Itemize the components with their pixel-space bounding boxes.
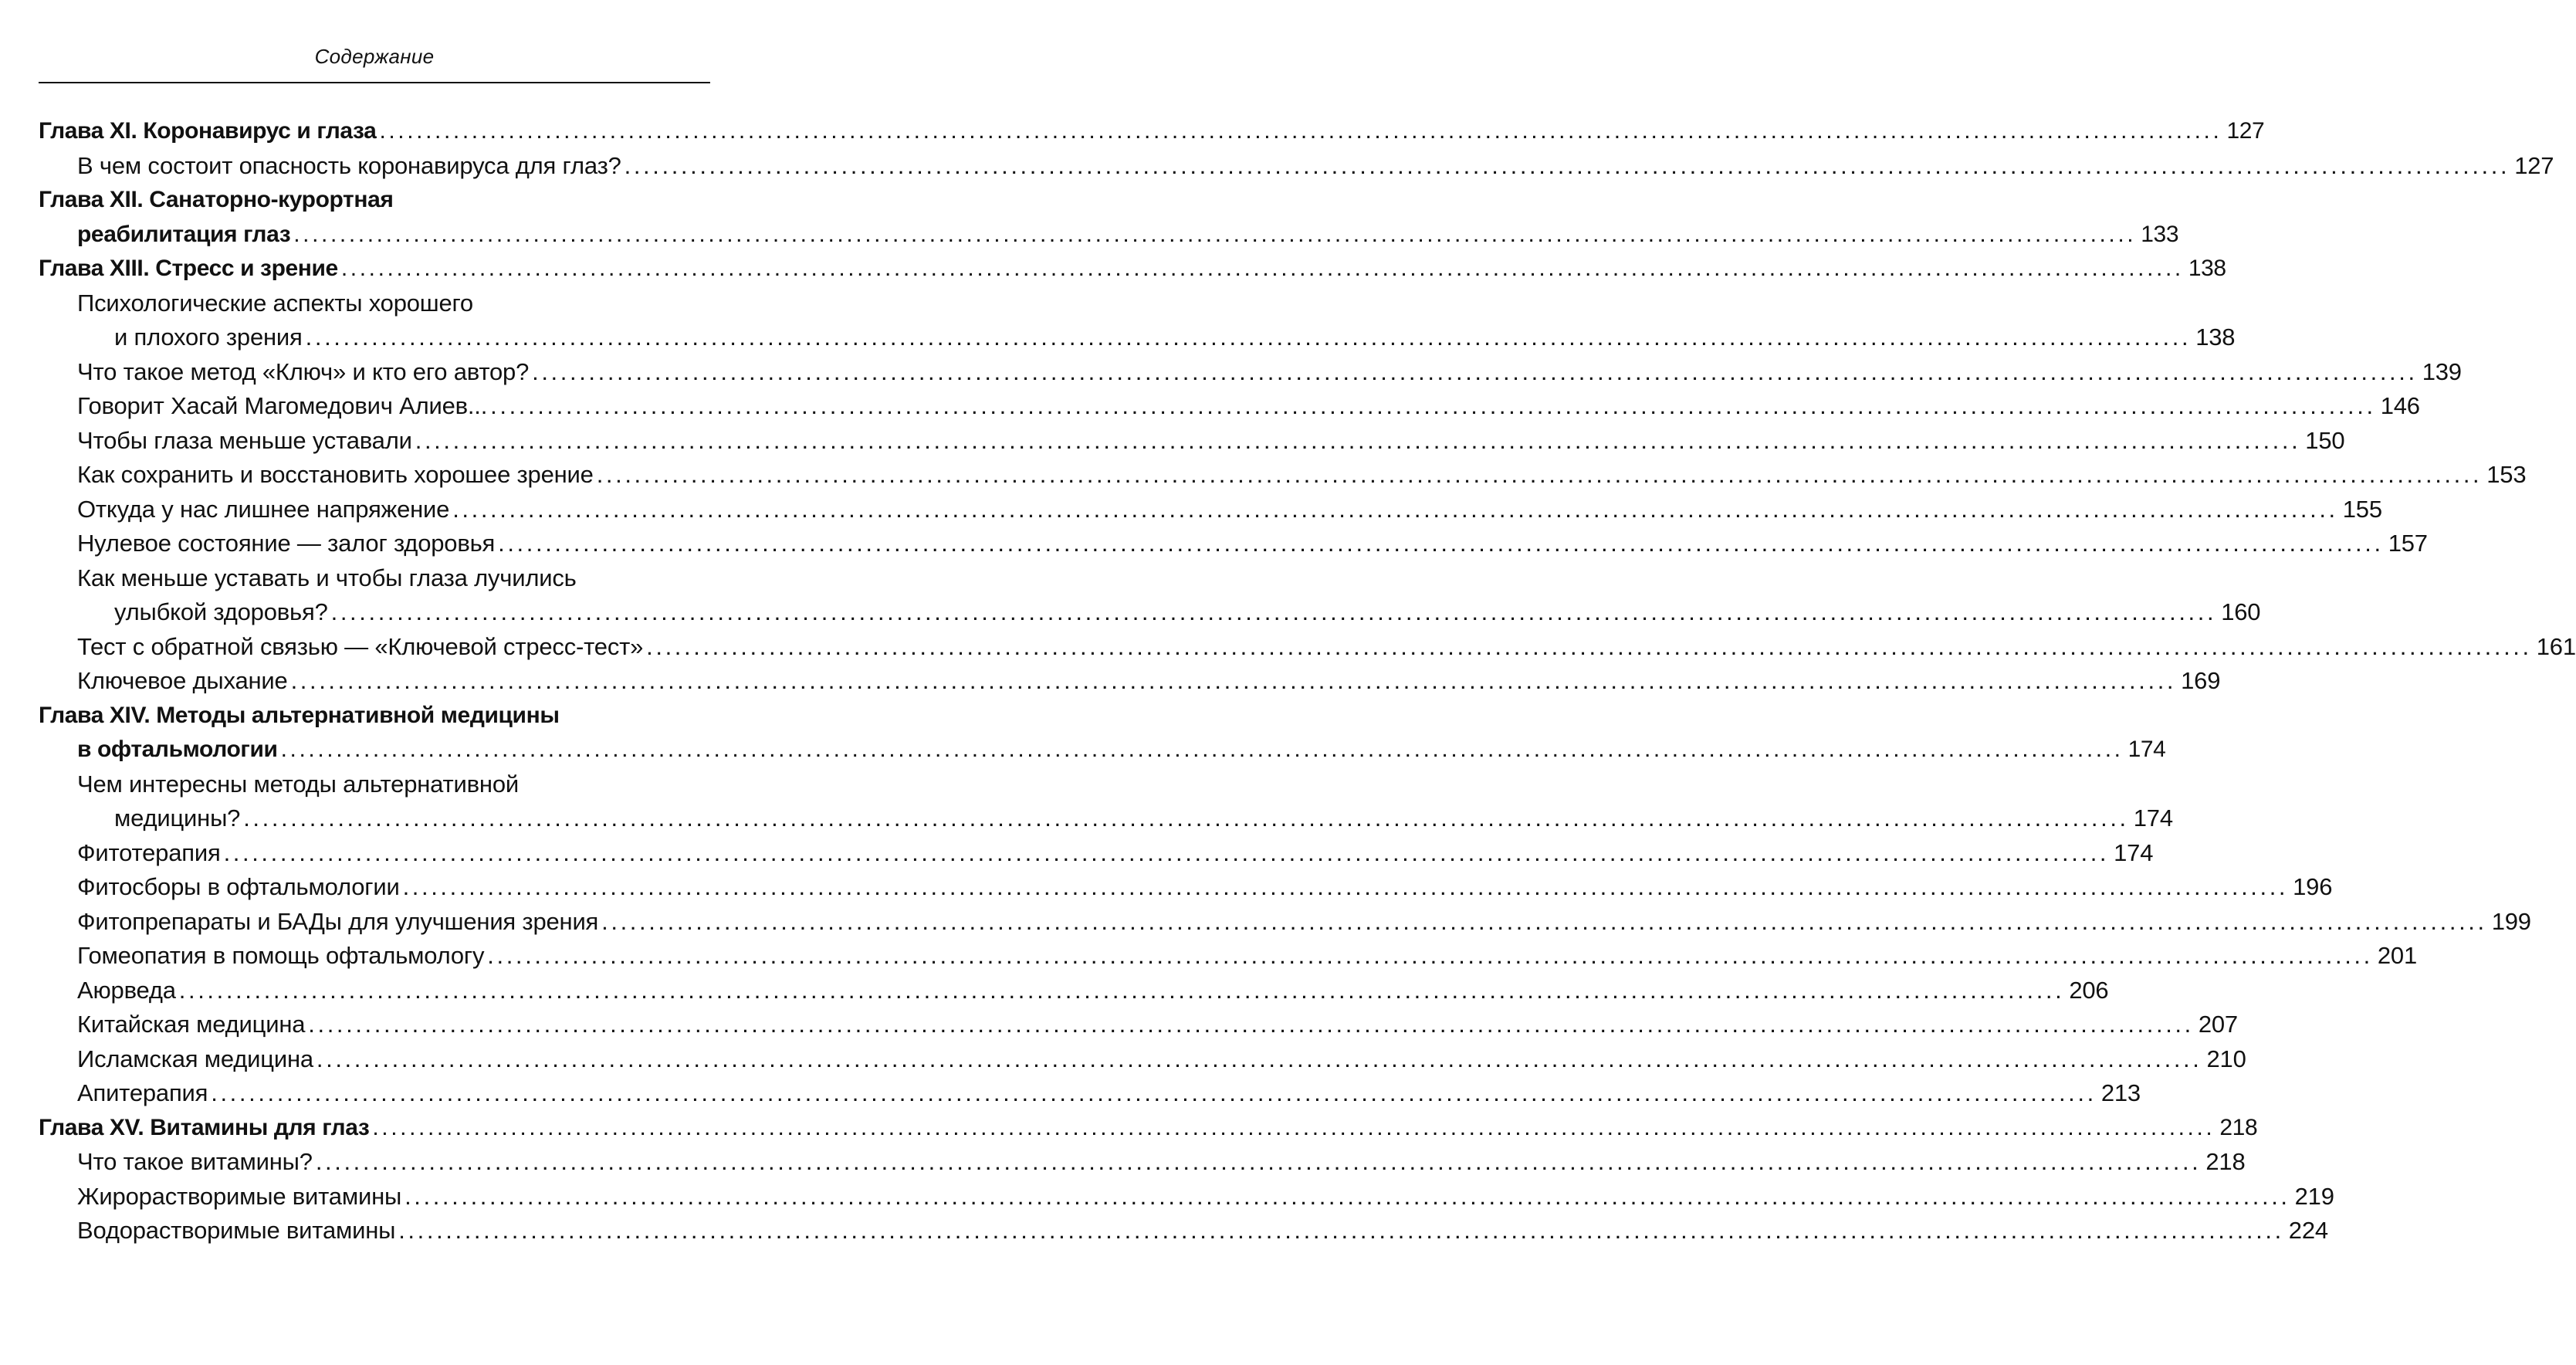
dot-leader: ........................................................................................................................................................................................................: [415, 426, 2301, 454]
toc-entry-title: Апитерапия: [77, 1079, 208, 1106]
toc-page-number: 206: [2069, 976, 2109, 1004]
toc-entry: [114, 595, 2261, 630]
toc-entry: [77, 389, 2420, 424]
toc-entry: [77, 458, 2527, 493]
toc-entry: [77, 630, 2576, 665]
toc-chapter-row: [0, 218, 2179, 252]
toc-section-row: [0, 1042, 2246, 1077]
toc-page-number: 155: [2342, 495, 2382, 523]
toc-section-row: [0, 493, 2382, 527]
toc-entry-title: Ключевое дыхание: [77, 667, 288, 694]
toc-page-number: 174: [2114, 838, 2154, 866]
toc-chapter-row: [0, 699, 772, 733]
toc-entry: [77, 836, 2154, 871]
toc-page-number: 169: [2181, 667, 2221, 694]
toc-page-number: 133: [2141, 221, 2179, 247]
toc-page-number: 138: [2195, 323, 2236, 351]
toc-entry-title: Фитопрепараты и БАДы для улучшения зрения: [77, 907, 599, 935]
toc-entry: [77, 1180, 2334, 1214]
toc-entry-title: Водорастворимые витамины: [77, 1217, 396, 1244]
toc-entry: [77, 355, 2462, 390]
toc-entry-title: Как сохранить и восстановить хорошее зрение: [77, 461, 594, 488]
dot-leader: ........................................................................................................................................................................................................: [305, 323, 2192, 351]
dot-leader: ........................................................................................................................................................................................................: [340, 256, 2184, 281]
toc-entry: [114, 320, 2236, 355]
dot-leader: ........................................................................................................................................................................................................: [315, 1148, 2202, 1175]
running-head: Содержание: [314, 45, 435, 68]
toc-page-number: 150: [2305, 426, 2345, 454]
toc-page-number: 213: [2100, 1079, 2141, 1106]
dot-leader: ........................................................................................................................................................................................................: [398, 1217, 2284, 1244]
toc-entry: [77, 1214, 2328, 1248]
toc-entry-title: Чем интересны методы альтернативной: [77, 770, 519, 798]
toc-entry-title: Исламская медицина: [77, 1045, 313, 1072]
toc-section-row: [0, 1214, 2328, 1248]
toc-page-number: 201: [2377, 942, 2417, 969]
toc-page-number: 153: [2486, 461, 2527, 488]
toc-page-number: 161: [2536, 632, 2576, 660]
toc-entry: [39, 252, 2226, 286]
toc-section-row: [0, 664, 2221, 699]
dot-leader: ........................................................................................................................................................................................................: [532, 357, 2418, 385]
toc-section-row: [0, 1180, 2334, 1214]
dot-leader: ........................................................................................................................................................................................................: [372, 1114, 2215, 1140]
toc-chapter-row: [0, 1111, 2258, 1146]
toc-entry-title: реабилитация глаз: [77, 221, 291, 247]
toc-section-row: [0, 458, 2527, 493]
toc-entry: [77, 218, 2179, 252]
toc-page-number: 207: [2198, 1011, 2238, 1038]
toc-section-row: [0, 355, 2462, 390]
toc-page-number: 196: [2293, 873, 2333, 900]
dot-leader: ........................................................................................................................................................................................................: [596, 461, 2483, 488]
toc-entry-title: Китайская медицина: [77, 1011, 306, 1038]
toc-entry: [77, 149, 2554, 184]
dot-leader: ........................................................................................................................................................................................................: [243, 804, 2129, 832]
dot-leader: ........................................................................................................................................................................................................: [316, 1045, 2202, 1072]
toc-section-row: [0, 836, 2154, 871]
toc-entry: [114, 801, 2173, 836]
dot-leader: ........................................................................................................................................................................................................: [624, 151, 2510, 179]
toc-entry-title: и плохого зрения: [114, 323, 303, 351]
toc-entry-title: Что такое витамины?: [77, 1148, 313, 1175]
dot-leader: ........................................................................................................................................................................................................: [379, 118, 2222, 144]
toc-page-number: 157: [2388, 530, 2428, 557]
toc-entry: [77, 870, 2333, 905]
toc-entry-title: Глава XI. Коронавирус и глаза: [39, 118, 377, 144]
toc-chapter-row: [0, 252, 2226, 286]
toc-page-number: 199: [2491, 907, 2531, 935]
toc-section-row: [0, 286, 772, 321]
toc-section-row: [0, 527, 2428, 561]
toc-entry: [77, 974, 2109, 1008]
toc-section-row: [0, 905, 2531, 940]
toc-page-number: 210: [2206, 1045, 2246, 1072]
dot-leader: ........................................................................................................................................................................................................: [211, 1079, 2097, 1106]
dot-leader: ........................................................................................................................................................................................................: [402, 873, 2289, 900]
toc-entry-title: медицины?: [114, 804, 241, 832]
toc-section-row: [0, 630, 2576, 665]
toc-entry-title: Как меньше уставать и чтобы глаза лучились: [77, 564, 577, 591]
toc-entry-title: В чем состоит опасность коронавируса для глаз?: [77, 151, 621, 179]
toc-entry-title: Аюрведа: [77, 976, 176, 1004]
header-rule: [39, 82, 710, 83]
toc-entry: [77, 424, 2345, 459]
toc-page-number: 127: [2514, 151, 2554, 179]
toc-entry-title: Гомеопатия в помощь офтальмологу: [77, 942, 485, 969]
toc-entry: [77, 1042, 2246, 1077]
toc-section-row: [0, 801, 2173, 836]
dot-leader: ........................................................................................................................................................................................................: [487, 942, 2373, 969]
toc-entry-title: Что такое метод «Ключ» и кто его автор?: [77, 357, 530, 385]
toc-section-row: [0, 1008, 2238, 1042]
toc-section-row: [0, 1145, 2246, 1180]
toc-chapter-row: [0, 114, 2265, 149]
toc-entry: [77, 1145, 2246, 1180]
toc-entry-title: Жирорастворимые витамины: [77, 1182, 402, 1210]
toc-page-number: 139: [2422, 357, 2462, 385]
toc-entry: [77, 939, 2417, 974]
dot-leader: ........................................................................................................................................................................................................: [490, 392, 2376, 419]
toc-page-number: 219: [2294, 1182, 2334, 1210]
toc-section-row: [0, 389, 2420, 424]
dot-leader: ........................................................................................................................................................................................................: [452, 495, 2338, 523]
toc-page-number: 218: [2219, 1114, 2258, 1140]
toc-page-number: 160: [2221, 598, 2261, 625]
toc-section-row: [0, 974, 2109, 1008]
toc-entry-title: Глава XIII. Стресс и зрение: [39, 256, 338, 281]
dot-leader: ........................................................................................................................................................................................................: [223, 838, 2110, 866]
toc-entry-title: Нулевое состояние — залог здоровья: [77, 530, 496, 557]
dot-leader: ........................................................................................................................................................................................................: [280, 737, 2124, 762]
dot-leader: ........................................................................................................................................................................................................: [646, 632, 2532, 660]
dot-leader: ........................................................................................................................................................................................................: [330, 598, 2217, 625]
toc-page-number: 174: [2127, 737, 2166, 762]
toc-entry: [77, 1008, 2238, 1042]
dot-leader: ........................................................................................................................................................................................................: [178, 976, 2065, 1004]
dot-leader: ........................................................................................................................................................................................................: [601, 907, 2487, 935]
dot-leader: ........................................................................................................................................................................................................: [308, 1011, 2194, 1038]
toc-entry-title: Фитотерапия: [77, 838, 221, 866]
toc-entry-title: Тест с обратной связью — «Ключевой стресс-тест»: [77, 632, 644, 660]
toc-section-row: [0, 149, 2554, 184]
table-of-contents: [0, 114, 2576, 1248]
toc-section-row: [0, 939, 2417, 974]
toc-entry-title: Говорит Хасай Магомедович Алиев...: [77, 392, 488, 419]
toc-entry-title: Откуда у нас лишнее напряжение: [77, 495, 450, 523]
toc-entry: [77, 905, 2531, 940]
toc-entry: [77, 1076, 2141, 1111]
toc-entry: [77, 664, 2221, 699]
toc-section-row: [0, 424, 2345, 459]
toc-page-number: 127: [2226, 118, 2265, 144]
toc-entry-title: Психологические аспекты хорошего: [77, 289, 473, 317]
toc-section-row: [0, 595, 2261, 630]
toc-entry-title: Глава XIV. Методы альтернативной медицины: [39, 702, 560, 728]
toc-chapter-row: [0, 733, 2166, 767]
toc-page-number: 174: [2133, 804, 2173, 832]
toc-page-number: 224: [2288, 1217, 2328, 1244]
toc-entry-title: Фитосборы в офтальмологии: [77, 873, 400, 900]
toc-page-number: 218: [2205, 1148, 2246, 1175]
toc-entry-title: в офтальмологии: [77, 737, 278, 762]
dot-leader: ........................................................................................................................................................................................................: [405, 1182, 2290, 1210]
toc-section-row: [0, 320, 2236, 355]
toc-section-row: [0, 561, 772, 596]
toc-entry: [39, 114, 2265, 149]
toc-entry-title: Чтобы глаза меньше уставали: [77, 426, 412, 454]
toc-entry: [77, 493, 2382, 527]
toc-section-row: [0, 1076, 2141, 1111]
toc-entry: [77, 527, 2428, 561]
toc-page-number: 146: [2380, 392, 2420, 419]
toc-section-row: [0, 870, 2333, 905]
toc-entry: [77, 733, 2166, 767]
toc-chapter-row: [0, 183, 772, 218]
toc-entry-title: Глава XII. Санаторно-курортная: [39, 187, 394, 212]
toc-section-row: [0, 767, 772, 802]
dot-leader: ........................................................................................................................................................................................................: [293, 221, 2137, 247]
toc-page-number: 138: [2188, 256, 2226, 281]
dot-leader: ........................................................................................................................................................................................................: [290, 667, 2177, 694]
toc-entry-title: улыбкой здоровья?: [114, 598, 328, 625]
dot-leader: ........................................................................................................................................................................................................: [498, 530, 2384, 557]
toc-entry: [39, 1111, 2258, 1146]
toc-entry-title: Глава XV. Витамины для глаз: [39, 1114, 370, 1140]
